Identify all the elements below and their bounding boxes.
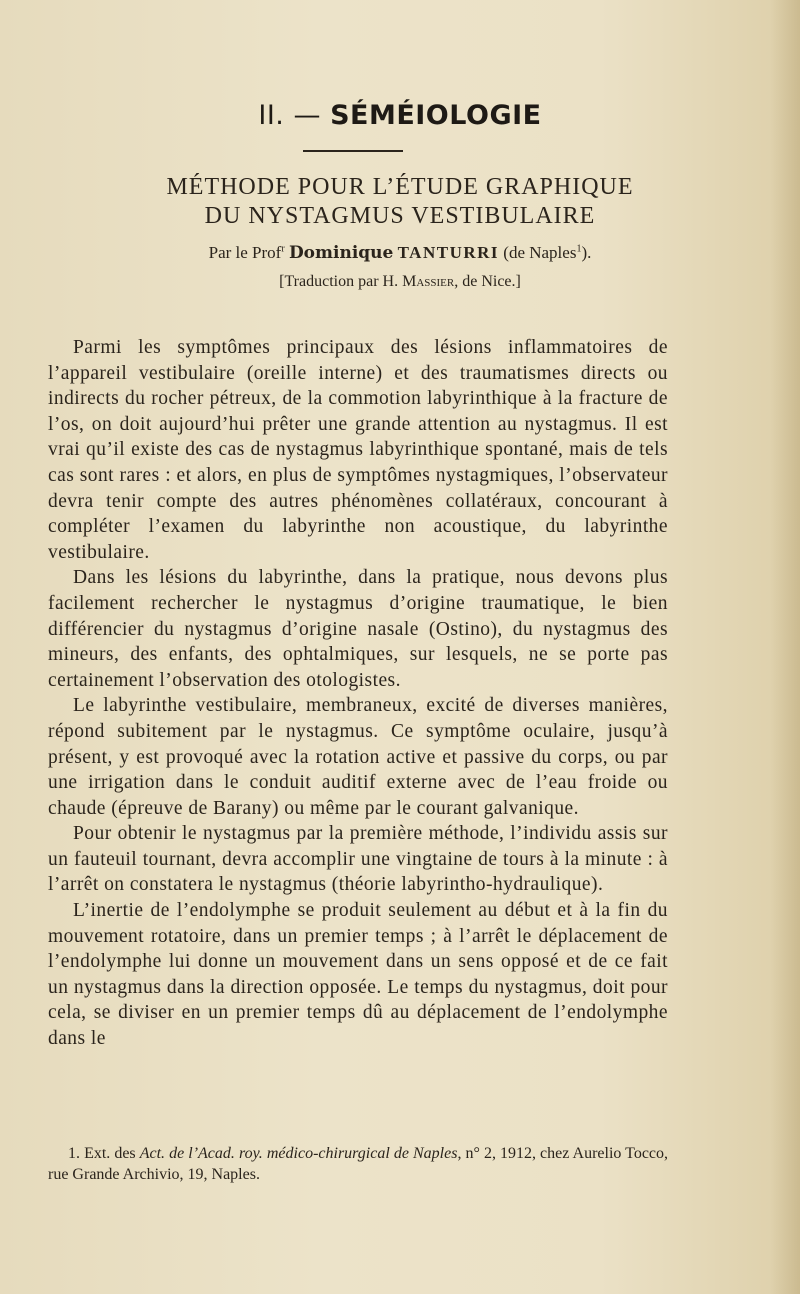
section-heading — [0, 100, 800, 131]
paragraph: Le labyrinthe vestibulaire, membraneux, excité de diverses manières, répond subitement par le nystagmus. Ce symptôme oculaire, jusqu’à présent, y est provoqué avec la rotation active et passive du corps, ou par une irrigation dans le conduit auditif externe avec de l’eau froide ou chaude (épreuve de Barany) ou même par le courant galvanique. — [48, 695, 668, 819]
translation-suffix: , de Nice.] — [454, 273, 521, 290]
section-number: II. — — [258, 100, 321, 131]
paragraph: Dans les lésions du labyrinthe, dans la pratique, nous devons plus facilement rechercher le nystagmus d’origine traumatique, le bien différencier du nystagmus d’origine nasale (Ostino), du nystagmus des mineurs, des enfants, des ophtalmiques, sur lesquels, ne se porte pas certainement l’observation des otologistes. — [48, 567, 668, 691]
article-body — [48, 335, 668, 1052]
translation-credit — [0, 273, 800, 291]
author-firstname: Dominique — [288, 243, 394, 263]
author-byline — [0, 243, 800, 263]
article-title-line-2: DU NYSTAGMUS VESTIBULAIRE — [204, 203, 596, 229]
paragraph: L’inertie de l’endolymphe se produit seulement au début et à la fin du mouvement rotatoire, dans un premier temps ; à l’arrêt le déplacement de l’endolymphe lui donne un mouvement dans un sens opposé et de ce fait un nystagmus dans la direction opposée. Le temps du nystagmus, doit pour cela, se diviser en un premier temps dû au déplacement de l’endolymphe dans le — [48, 900, 668, 1050]
byline-prefix-sup: r — [281, 243, 285, 255]
article-title-line-1: MÉTHODE POUR L’ÉTUDE GRAPHIQUE — [166, 174, 634, 200]
translator-name: Massier — [402, 273, 455, 290]
heading-rule — [303, 150, 403, 152]
paragraph: Pour obtenir le nystagmus par la première méthode, l’individu assis sur un fauteuil tournant, devra accomplir une vingtaine de tours à la minute : à l’arrêt on constatera le nystagmus (théorie labyrintho-hydraulique). — [48, 823, 668, 896]
author-surname: TANTURRI — [397, 243, 500, 262]
footnote-text-before: Ext. des — [84, 1145, 136, 1162]
author-place: (de Naples — [503, 243, 577, 262]
footnote-text-after: , n° 2, 1912, chez Aurelio Tocco, rue Grande Archivio, 19, Naples. — [48, 1145, 669, 1183]
byline-close: ). — [581, 243, 592, 262]
byline-prefix: Par le Prof — [208, 243, 282, 262]
footnote-number: 1. — [68, 1145, 80, 1162]
footnote-ref: 1 — [576, 243, 582, 255]
section-title: SÉMÉIOLOGIE — [330, 100, 542, 131]
paragraph: Parmi les symptômes principaux des lésions inflammatoires de l’appareil vestibulaire (oreille interne) et des traumatismes directs ou indirects du rocher pétreux, de la commotion labyrinthique à la fracture de l’os, on doit aujourd’hui prêter une grande attention au nystagmus. Il est vrai qu’il existe des cas de nystagmus labyrinthique spontané, mais de tels cas sont rares : et alors, en plus de symptômes nystagmiques, l’observateur devra tenir compte des autres phénomènes collatéraux, concourant à compléter l’examen du labyrinthe non acoustique, du labyrinthe vestibulaire. — [48, 337, 668, 563]
translation-prefix: [Traduction par H. — [279, 273, 399, 290]
footnote-journal: Act. de l’Acad. roy. médico-chirurgical de Naples — [139, 1145, 458, 1162]
footnote — [48, 1143, 668, 1185]
